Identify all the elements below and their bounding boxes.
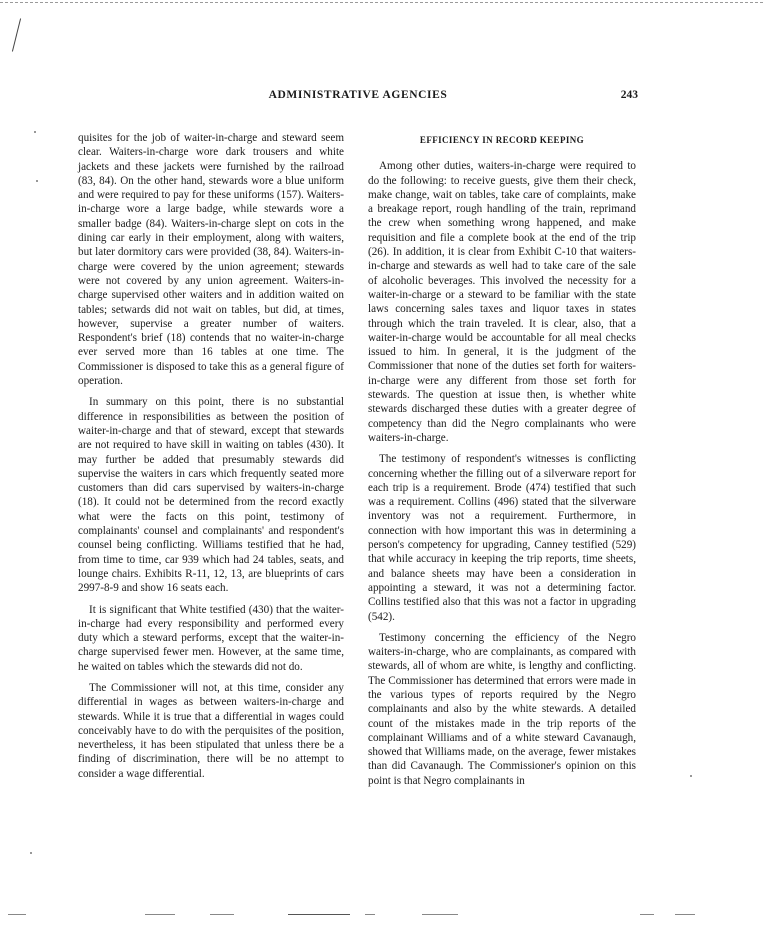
scan-speck xyxy=(690,775,692,777)
running-title: ADMINISTRATIVE AGENCIES xyxy=(268,89,448,101)
margin-pen-mark xyxy=(12,18,21,51)
section-heading: EFFICIENCY IN RECORD KEEPING xyxy=(419,135,585,145)
body-paragraph: Among other duties, waiters-in-charge were required to do the following: to receive guests, give them their check, make change, wait on tables, take care of complaints, make a breakage report, rough handling of the train, reprimand the crew when something wrong happened, and make requisition and file a complete book at the end of the trip (26). In addition, it is clear from Exhibit C-10 that waiters-in-charge and stewards as well had to take care of the sale of alcoholic beverages. This involved the necessity for a waiter-in-charge or a steward to be familiar with the state laws concerning sales taxes and liquor taxes in states through which the train traveled. It is clear, also, that a waiter-in-charge would be accountable for all meal checks issued to him. In general, it is the judgment of the Commissioner that none of the duties set forth for waiters-in-charge were any different from those set forth for stewards. The question at issue then, is whether white stewards discharged these duties with a greater degree of competency than did the Negro complainants who were waiters-in-charge. xyxy=(368,160,636,444)
running-header xyxy=(78,89,638,103)
body-paragraph: It is significant that White testified (430) that the waiter-in-charge had every responsibility and performed every duty which a steward performs, except that the waiter-in-charge supervised fewer men. However, at the same time, he waited on tables which the stewards did not do. xyxy=(78,603,344,673)
page-number: 243 xyxy=(620,89,638,101)
bottom-scan-noise xyxy=(0,912,763,918)
body-paragraph: quisites for the job of waiter-in-charge and steward seem clear. Waiters-in-charge wore dark trousers and white jackets and these jackets were furnished by the railroad (83, 84). On the other hand, stewards wore a blue uniform and were required to pay for these uniforms (157). Waiters-in-charge wore a large badge, while stewards wore a smaller badge (84). Waiters-in-charge slept on cots in the dining car early in their employment, along with waiters, but later dormitory cars were provided (38, 84). Waiters-in-charge were covered by the union agreement; stewards were not covered by any union agreement. Waiters-in-charge supervised other waiters and in addition waited on tables; setwards did not wait on tables, but did, at times, however, supervise a greater number of waiters. Respondent's brief (18) contends that no waiter-in-charge ever served more than 16 tables at one time. The Commissioner is disposed to take this as a general figure of operation. xyxy=(78,132,344,388)
left-column xyxy=(78,131,344,788)
scan-speck xyxy=(30,852,32,854)
body-paragraph: Testimony concerning the efficiency of the Negro waiters-in-charge, who are complainants, as compared with stewards, all of whom are white, is lengthy and conflicting. The Commissioner has determined that errors were made in the various types of reports required by the Negro complainants and also by the white stewards. A detailed count of the mistakes made in the trip reports of the complainant Williams and of a white steward Cavanaugh, showed that Williams made, on the average, fewer mistakes than did Cavanaugh. The Commissioner's opinion on this point is that Negro complainants in xyxy=(368,631,636,787)
body-paragraph: The Commissioner will not, at this time, consider any differential in wages as between waiters-in-charge and stewards. While it is true that a differential in wages could conceivably have to do with the perquisites of the position, nevertheless, it has been stipulated that unless there be a finding of discrimination, there will be no attempt to consider a wage differential. xyxy=(78,681,344,780)
scan-speck xyxy=(36,180,38,182)
scan-speck xyxy=(34,131,36,133)
body-paragraph: The testimony of respondent's witnesses is conflicting concerning whether the filling out of a silverware report for each trip is a requirement. Brode (474) testified that such was a requirement. Collins (496) stated that the silverware inventory was not a requirement. Furthermore, in connection with how important this was in determining a person's competency for upgrading, Canney testified (529) that while accuracy in keeping the trip reports, time sheets, and balance sheets may have been a consideration in appointing a steward, it was not a determining factor. Collins testified also that this was not a factor in upgrading (542). xyxy=(368,453,636,623)
right-column xyxy=(368,131,636,795)
top-border-rule xyxy=(0,2,763,3)
body-paragraph: In summary on this point, there is no substantial difference in responsibilities as between the position of waiter-in-charge and that of steward, except that stewards are not required to have skill in waiting on tables (430). It may further be added that presumably stewards did supervise the waiters in cars which frequently seated more customers than did cars supervised by waiters-in-charge (18). It could not be determined from the record exactly what were the facts on this point, testimony of complainants' counsel and complainants' and respondent's counsel being conflicting. Williams testified that he had, from time to time, car 939 which had 24 tables, seats, and lounge chairs. Exhibits R-11, 12, 13, are blueprints of cars 2997-8-9 and show 16 seats each. xyxy=(78,396,344,595)
